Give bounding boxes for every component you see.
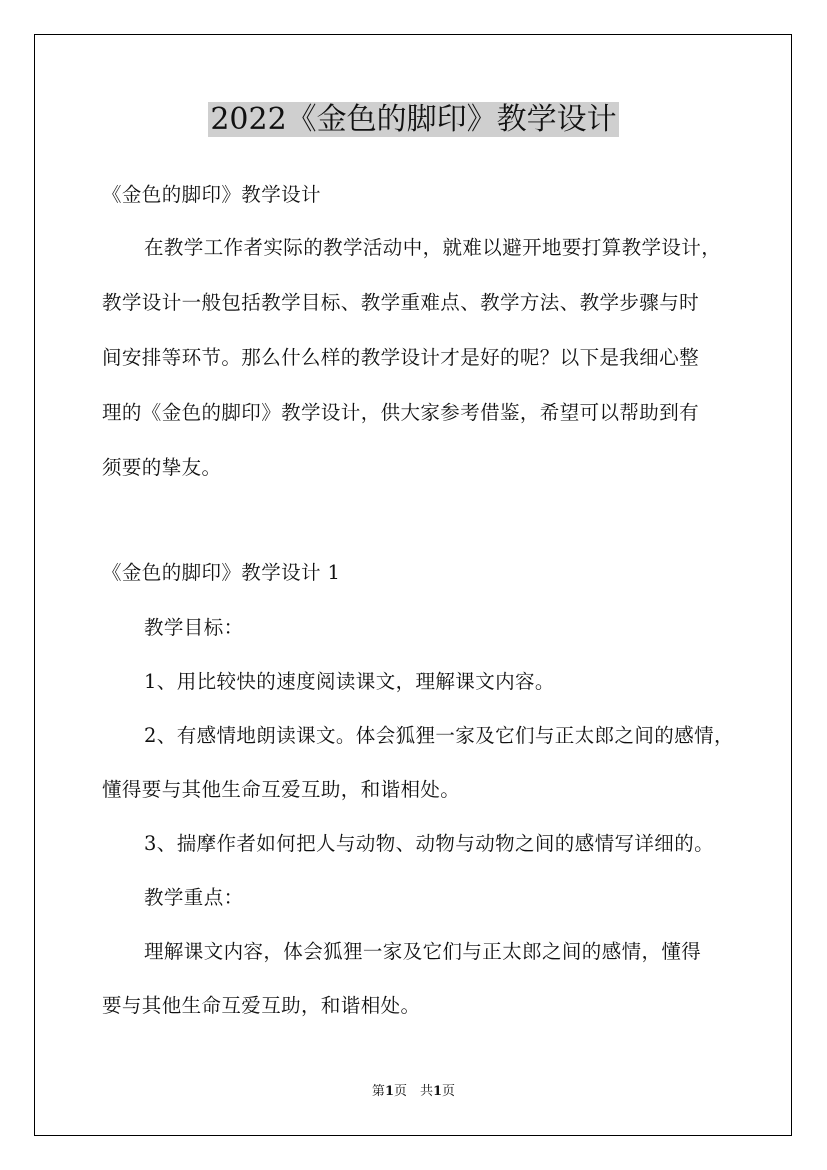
goals-label: 教学目标： — [144, 616, 244, 639]
goal-item-2-continued: 懂得要与其他生命互爱互助，和谐相处。 — [102, 778, 461, 801]
focus-label: 教学重点： — [144, 886, 244, 909]
intro-paragraph-line: 理的《金色的脚印》教学设计，供大家参考借鉴，希望可以帮助到有 — [102, 401, 700, 424]
footer-page-number: 1 — [384, 1084, 394, 1099]
intro-heading: 《金色的脚印》教学设计 — [102, 183, 321, 206]
goal-item-3: 3、揣摩作者如何把人与动物、动物与动物之间的感情写详细的。 — [144, 832, 715, 855]
intro-paragraph-line: 间安排等环节。那么什么样的教学设计才是好的呢？以下是我细心整 — [102, 346, 700, 369]
goal-item-1: 1、用比较快的速度阅读课文，理解课文内容。 — [144, 670, 555, 693]
document-title — [0, 98, 827, 142]
footer-page-total: 1 — [433, 1084, 443, 1099]
intro-paragraph-line: 在教学工作者实际的教学活动中，就难以避开地要打算教学设计， — [144, 236, 722, 259]
footer-suffix: 页 — [442, 1084, 456, 1099]
document-title-text: 2022《金色的脚印》教学设计 — [210, 102, 617, 137]
section-heading: 《金色的脚印》教学设计 1 — [102, 561, 341, 584]
page-footer — [0, 1083, 827, 1101]
footer-mid: 页 共 — [393, 1084, 433, 1099]
goal-item-2: 2、有感情地朗读课文。体会狐狸一家及它们与正太郎之间的感情， — [144, 724, 734, 747]
focus-paragraph-line: 要与其他生命互爱互助，和谐相处。 — [102, 994, 421, 1017]
focus-paragraph-line: 理解课文内容，体会狐狸一家及它们与正太郎之间的感情，懂得 — [144, 940, 702, 963]
footer-prefix: 第 — [371, 1084, 385, 1099]
intro-paragraph-line: 教学设计一般包括教学目标、教学重难点、教学方法、教学步骤与时 — [102, 291, 700, 314]
intro-paragraph-line: 须要的挚友。 — [102, 456, 222, 479]
